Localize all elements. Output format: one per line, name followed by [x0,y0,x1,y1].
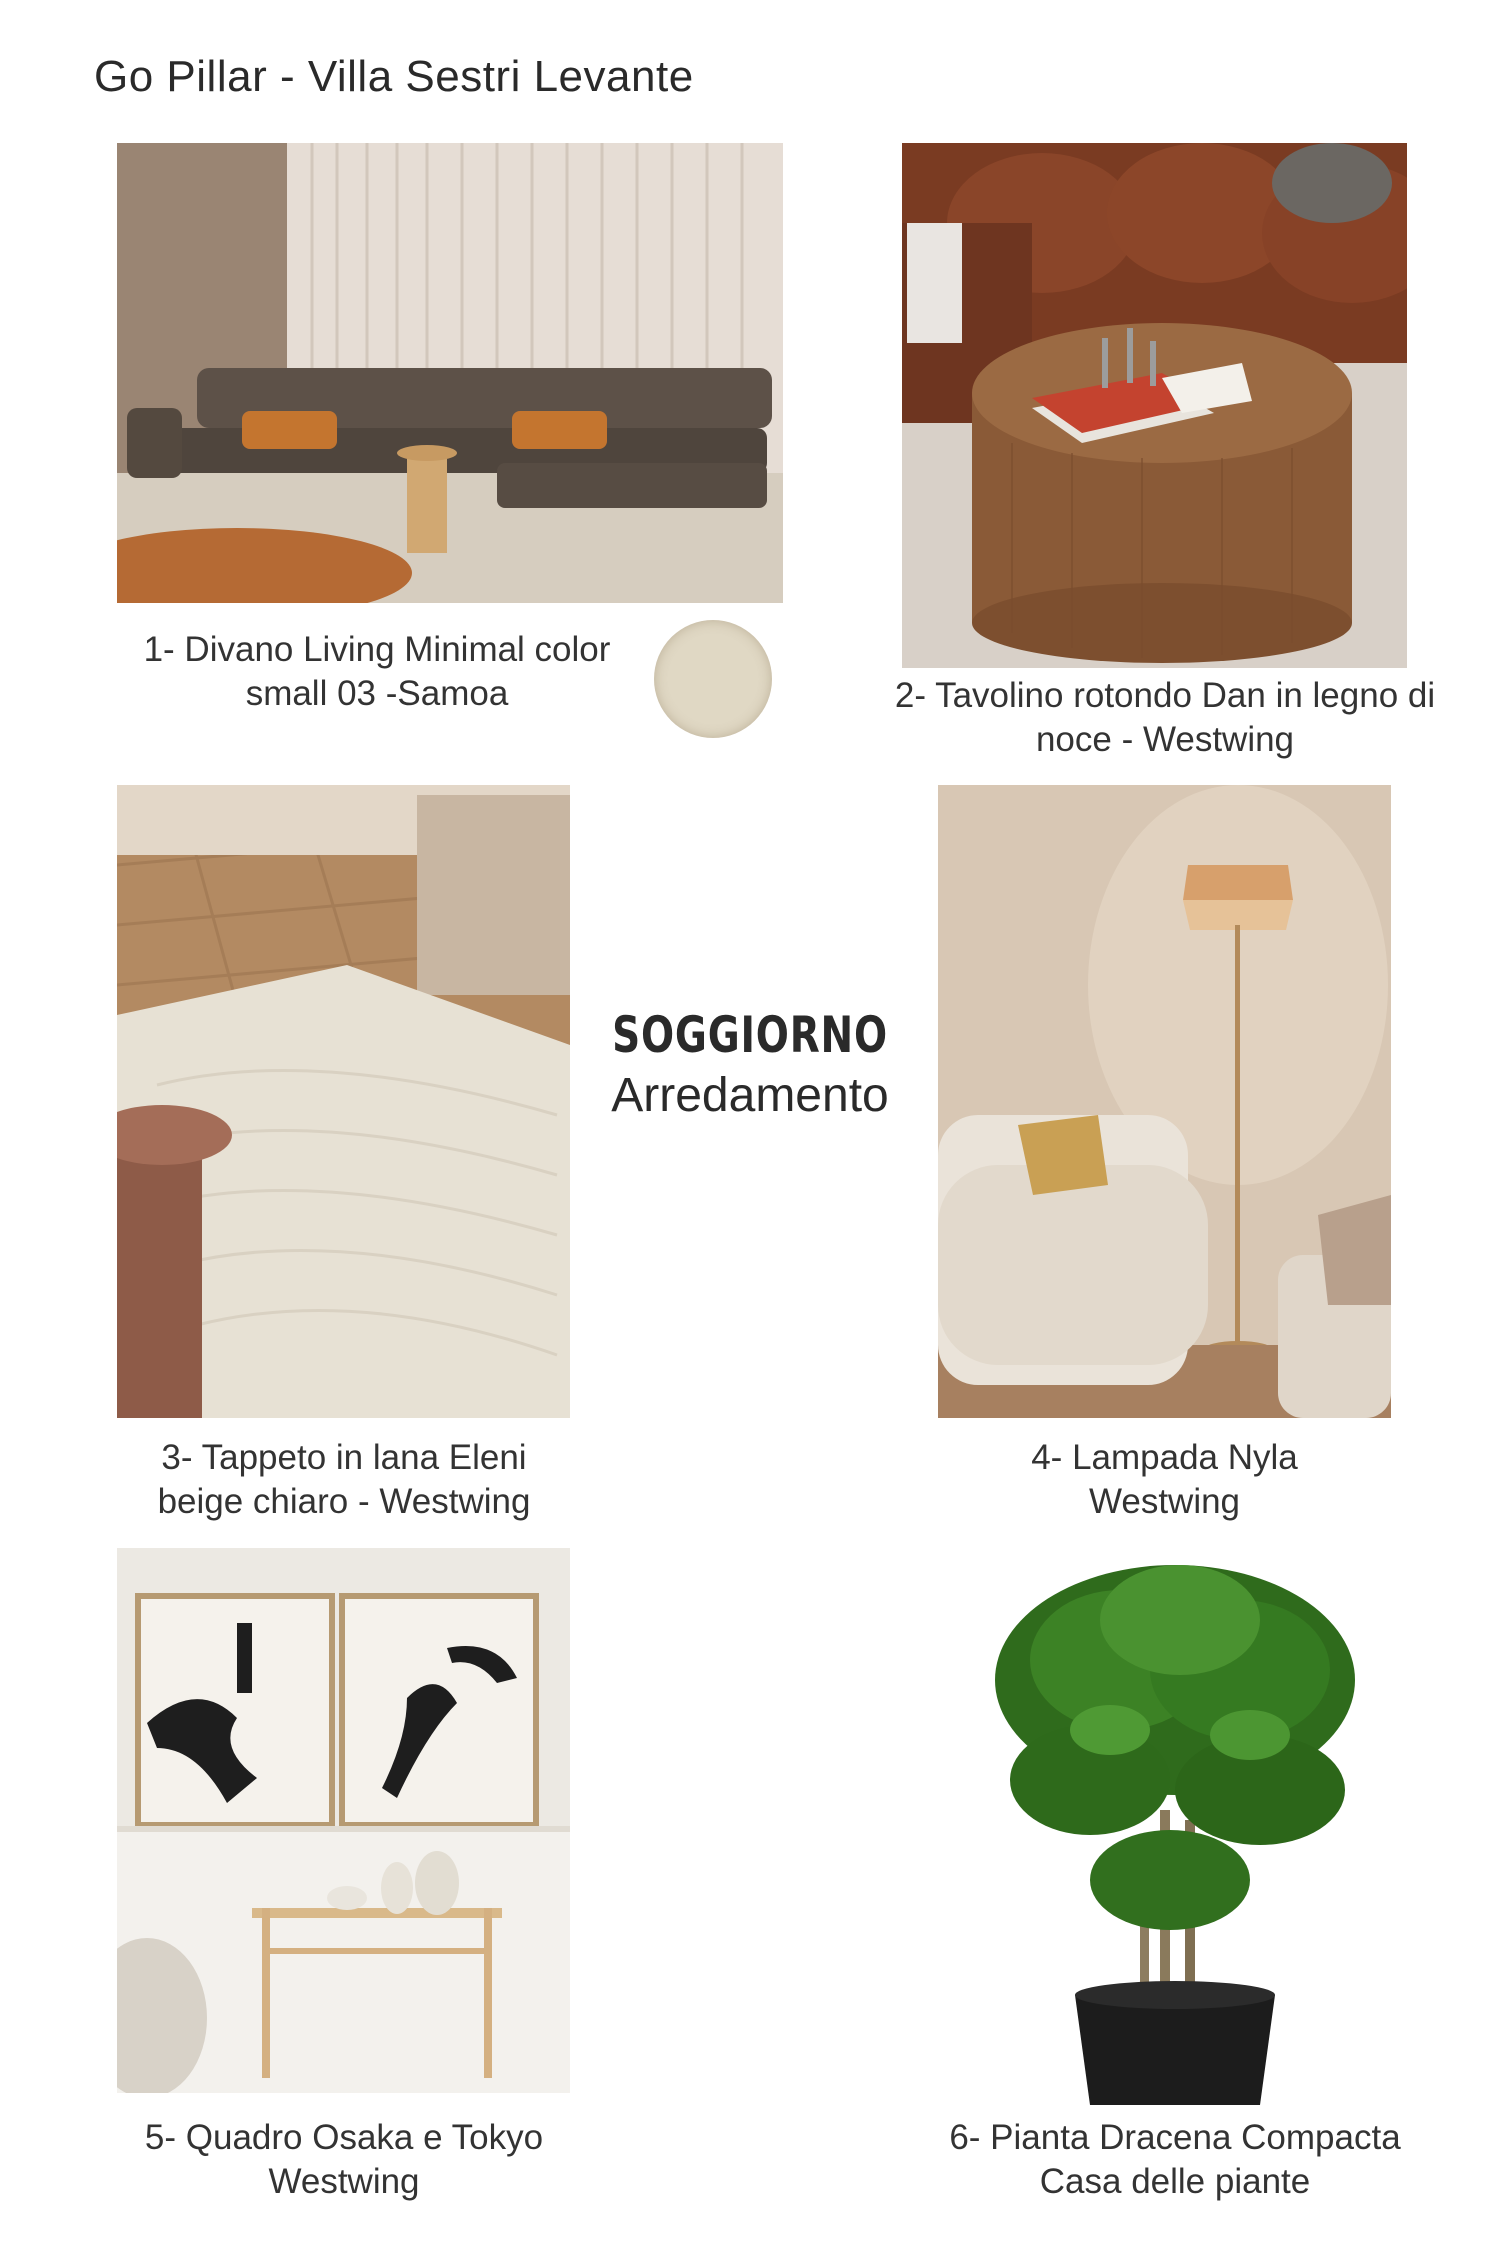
item-2-line2: noce - Westwing [1035,720,1295,759]
item-6-line2: Casa delle piante [1039,2162,1311,2201]
item-5-line1: 5- Quadro Osaka e Tokyo [144,2118,544,2157]
item-6-line1: 6- Pianta Dracena Compacta [949,2118,1401,2157]
item-2-caption [860,674,1470,762]
section-title: SOGGIORNO [612,1006,888,1064]
lamp-photo [938,785,1391,1418]
plant-photo [980,1560,1370,2105]
section-subtitle: Arredamento [611,1069,889,1122]
artwork-photo [117,1548,570,2093]
item-4-caption [938,1436,1391,1524]
page-title: Go Pillar - Villa Sestri Levante [94,52,694,101]
item-5-line2: Westwing [268,2162,420,2201]
item-4-line1: 4- Lampada Nyla [1031,1438,1298,1477]
sofa-photo [117,143,783,603]
coffee-table-photo [902,143,1407,668]
item-6-caption [900,2116,1450,2204]
item-2-line1: 2- Tavolino rotondo Dan in legno di [894,676,1436,715]
fabric-swatch [654,620,772,738]
item-3-line1: 3- Tappeto in lana Eleni [161,1438,527,1477]
item-5-caption [100,2116,588,2204]
item-1-line2: small 03 -Samoa [245,674,509,713]
item-1-caption [117,628,637,716]
item-3-line2: beige chiaro - Westwing [157,1482,531,1521]
rug-photo [117,785,570,1418]
item-1-line1: 1- Divano Living Minimal color [143,630,611,669]
item-4-line2: Westwing [1088,1482,1241,1521]
item-3-caption [100,1436,588,1524]
